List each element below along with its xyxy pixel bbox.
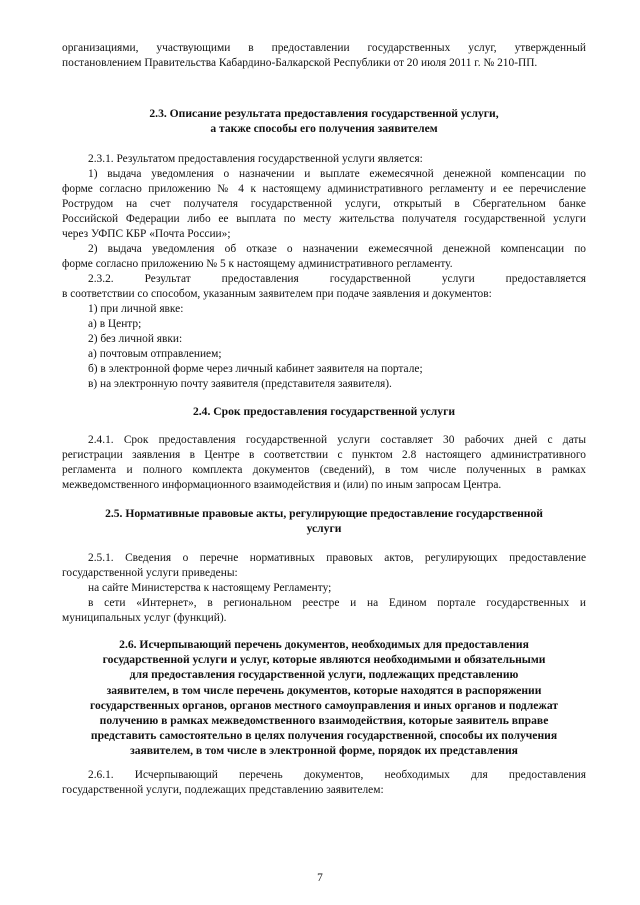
list-item: в) на электронную почту заявителя (представителя заявителя).: [88, 378, 392, 390]
para-2-4-1-line-3: регламента и полного комплекта документов (сведений), в том числе полученных в рамках: [62, 464, 586, 476]
intro-line-1: организациями, участвующими в предоставлении государственных услуг, утвержденный: [62, 42, 586, 54]
source-line-2: в сети «Интернет», в региональном реестре и на Едином портале государственных и: [88, 597, 586, 609]
heading-line: а также способы его получения заявителем: [210, 122, 438, 136]
heading-line: для предоставления государственной услуги, подлежащих представлению: [129, 668, 519, 682]
section-2-5-heading: [62, 506, 586, 536]
section-2-6-heading: [62, 637, 586, 759]
para-2-4-1-line-4: межведомственного информационного взаимодействия и (или) по иным запросам Центра.: [62, 479, 502, 491]
page-number: 7: [317, 872, 323, 884]
heading-line: государственной услуги и услуг, которые являются необходимыми и обязательными: [102, 653, 546, 667]
source-line-3: муниципальных услуг (функций).: [62, 612, 227, 624]
item1-line-5: через УФПС КБР «Почта России»;: [62, 228, 231, 240]
para-2-3-1: 2.3.1. Результатом предоставления государственной услуги является:: [88, 153, 423, 165]
heading-line: 2.5. Нормативные правовые акты, регулирующие предоставление государственной: [105, 507, 543, 520]
list-item: 2) без личной явки:: [88, 333, 183, 345]
source-line-1: на сайте Министерства к настоящему Регламенту;: [88, 582, 332, 594]
list-item: 1) при личной явке:: [88, 303, 184, 315]
heading-line: государственных органов, органов местного самоуправления и иных органов и подлежат: [89, 698, 559, 712]
item1-line-4: Российской Федерации либо ее выплата по месту жительства получателя государственной услуги: [62, 213, 586, 225]
para-2-6-1-line-1: 2.6.1. Исчерпывающий перечень документов, необходимых для предоставления: [88, 769, 586, 781]
heading-line: 2.6. Исчерпывающий перечень документов, необходимых для предоставления: [119, 638, 529, 651]
heading-line: услуги: [306, 522, 342, 536]
para-2-4-1-line-2: регистрации заявления в Центре в соответствии с пунктом 2.8 настоящего административного: [62, 449, 586, 461]
para-2-6-1-line-2: государственной услуги, подлежащих представлению заявителем:: [62, 784, 384, 796]
section-2-3-heading: [62, 106, 586, 136]
item1-line-1: 1) выдача уведомления о назначении и выплате ежемесячной денежной компенсации по: [88, 168, 586, 180]
heading-line: заявителем, в том числе перечень документов, которые находятся в распоряжении: [106, 683, 542, 697]
list-item: б) в электронной форме через личный кабинет заявителя на портале;: [88, 363, 423, 375]
item1-line-3: Рострудом на счет получателя государственной услуги, открытый в Сбергательном банке: [62, 198, 586, 210]
list-item: а) в Центр;: [88, 318, 142, 330]
heading-line: заявителем, в том числе в электронной форме, порядок их представления: [130, 744, 518, 758]
item2-line-1: 2) выдача уведомления об отказе о назначении ежемесячной денежной компенсации по: [88, 243, 586, 255]
intro-line-2: постановлением Правительства Кабардино-Балкарской Республики от 20 июля 2011 г. № 210-ПП.: [62, 57, 538, 69]
para-2-5-1-line-1: 2.5.1. Сведения о перечне нормативных правовых актов, регулирующих предоставление: [88, 552, 586, 564]
heading-line: 2.3. Описание результата предоставления государственной услуги,: [149, 107, 499, 120]
para-2-4-1-line-1: 2.4.1. Срок предоставления государственной услуги составляет 30 рабочих дней с даты: [88, 434, 586, 446]
para-2-5-1-line-2: государственной услуги приведены:: [62, 567, 238, 579]
para-2-3-2-line-1: 2.3.2. Результат предоставления государственной услуги предоставляется: [88, 273, 586, 285]
section-2-4-heading: 2.4. Срок предоставления государственной услуги: [192, 405, 456, 418]
item2-line-2: форме согласно приложению № 5 к настоящему административного регламенту.: [62, 258, 453, 270]
para-2-3-2-line-2: в соответствии со способом, указанным заявителем при подаче заявления и документов:: [62, 288, 492, 300]
item1-line-2: форме согласно приложению № 4 к настоящему административного регламенту и ее перечисление: [62, 183, 586, 195]
list-item: а) почтовым отправлением;: [88, 348, 222, 360]
heading-line: получению в рамках межведомственного взаимодействия, которые заявитель вправе: [99, 714, 549, 728]
heading-line: представить самостоятельно в целях получения государственной, способы их получения: [90, 729, 558, 743]
